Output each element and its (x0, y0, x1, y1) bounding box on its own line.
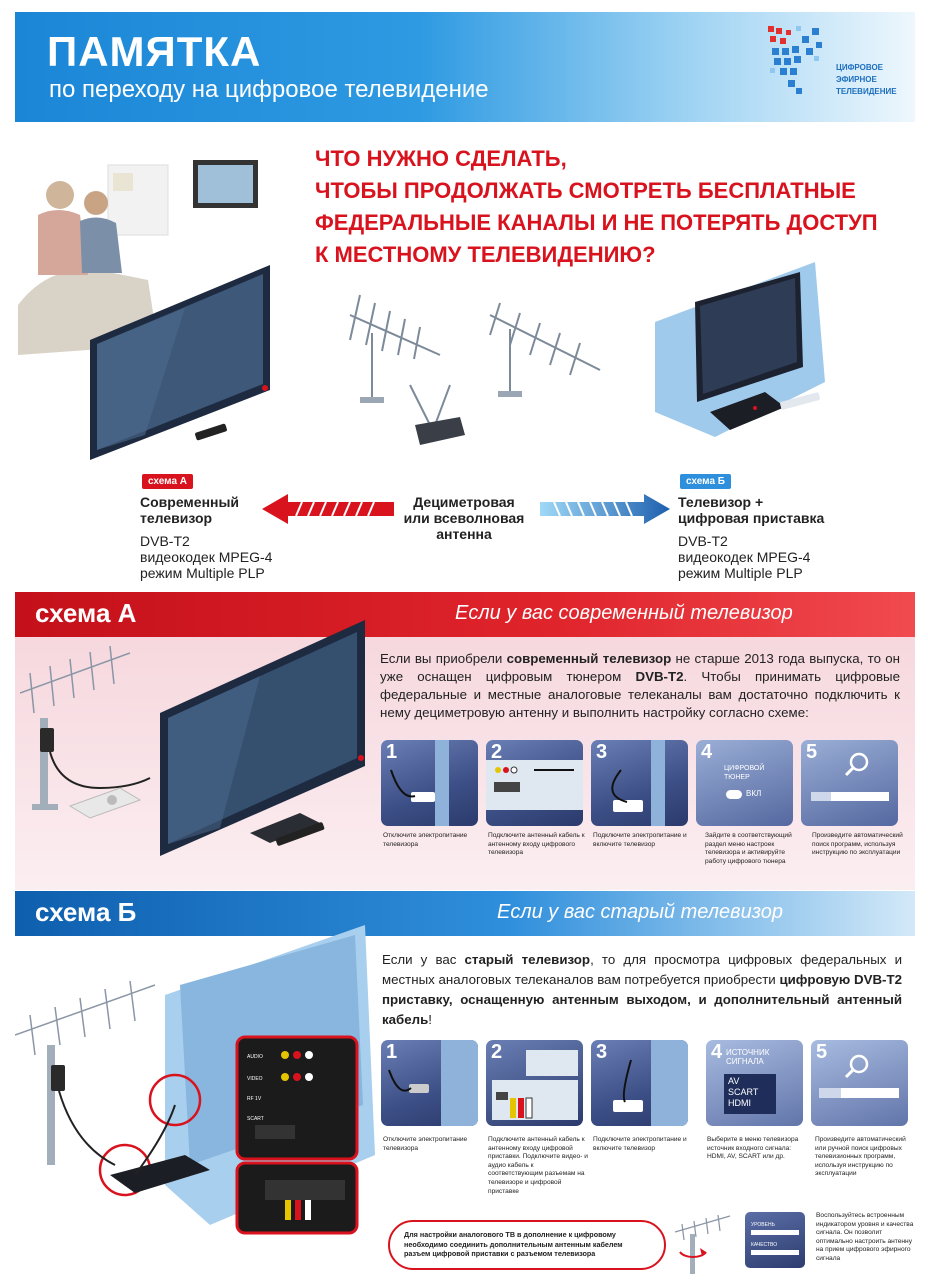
section-b-subheading: Если у вас старый телевизор (497, 901, 784, 923)
signal-meter-caption: Воспользуйтесь встроенным индикатором уровня и качества сигнала. Он позволит оптимально настроить антенну на прием цифрового эфирного сигнала (816, 1212, 914, 1262)
panel-label-scart: SCART (247, 1116, 264, 1122)
spec-tv-plus-box: DVB-T2 видеокодек MPEG-4 режим Multiple PLP (678, 533, 811, 581)
section-a-paragraph: Если вы приобрели современный телевизор не старше 2013 года выпуска, то он уже оснащен цифровым тюнером DVB-T2. Чтобы принимать цифровые федеральные и местные аналоговые телеканалы вам достаточно подключить к нему дециметровую антенну и выполнить настройку согласно схеме: (380, 651, 901, 720)
signal-level-bar (751, 1230, 799, 1235)
main-question: ЧТО НУЖНО СДЕЛАТЬ, ЧТОБЫ ПРОДОЛЖАТЬ СМОТРЕТЬ БЕСПЛАТНЫЕ ФЕДЕРАЛЬНЫЕ КАНАЛЫ И НЕ ПОТЕРЯТЬ ДОСТУП К МЕСТНОМУ ТЕЛЕВИДЕНИЮ? (315, 146, 878, 267)
panel-label-video: VIDEO (247, 1076, 263, 1082)
step-a-1: 1 (381, 740, 478, 826)
tag-scheme-b: схема Б (680, 474, 731, 489)
label-antenna: Дециметровая или всеволновая антенна (403, 494, 525, 542)
section-a-heading: схема А (35, 598, 137, 628)
section-a-subheading: Если у вас современный телевизор (455, 602, 793, 624)
step-a-4-caption: Зайдите в соответствующий раздел меню настроек телевизора и активируйте работу цифрового тюнера (705, 832, 792, 865)
source-option-scart: SCART (728, 1087, 759, 1097)
step-b-5: 5 (811, 1040, 908, 1126)
section-b-tv-setup-illustration (15, 925, 375, 1255)
step-a-3-caption: Подключите электропитание и включите телевизор (593, 832, 687, 848)
signal-level-label: УРОВЕНЬ (751, 1222, 775, 1228)
panel-label-audio: AUDIO (247, 1054, 263, 1060)
spec-modern-tv: DVB-T2 видеокодек MPEG-4 режим Multiple PLP (140, 533, 273, 581)
step-b-1: 1 (381, 1040, 478, 1126)
step-a-2-caption: Подключите антенный кабель к антенному входу цифрового телевизора (488, 832, 585, 857)
label-modern-tv: Современный телевизор (140, 494, 240, 526)
tuner-toggle (726, 790, 742, 799)
antenna-icon (330, 285, 630, 460)
tuner-toggle-label: ВКЛ (746, 789, 762, 798)
step-b-5-caption: Произведите автоматический или ручной поиск цифровых телевизионных программ, используя инструкцию по эксплуатации (815, 1136, 906, 1178)
source-option-av: AV (728, 1076, 740, 1086)
signal-meter (745, 1212, 805, 1268)
old-tv-with-box-icon (655, 262, 835, 442)
logo-text: ЦИФРОВОЕ ЭФИРНОЕ ТЕЛЕВИДЕНИЕ (836, 63, 897, 96)
step-b-2: 2 (486, 1040, 583, 1126)
tuner-menu-title: ЦИФРОВОЙ ТЮНЕР (724, 765, 765, 781)
step-b-1-caption: Отключите электропитание телевизора (383, 1136, 468, 1152)
modern-tv-icon (85, 260, 285, 460)
page-title: ПАМЯТКА (47, 28, 262, 75)
step-b-3: 3 (591, 1040, 688, 1126)
signal-quality-bar (751, 1250, 799, 1255)
antenna-adjust-icon (670, 1210, 740, 1276)
section-a-tv-setup-illustration (20, 618, 380, 868)
search-icon (851, 754, 867, 770)
source-option-hdmi: HDMI (728, 1098, 751, 1108)
section-b-heading: схема Б (35, 897, 137, 927)
label-tv-plus-box: Телевизор + цифровая приставка (678, 494, 825, 526)
step-b-4: 4 ИСТОЧНИК СИГНАЛА AV SCART HDMI (706, 1040, 803, 1126)
source-menu (724, 1074, 776, 1114)
panel-label-rf: RF 1V (247, 1096, 262, 1102)
step-a-3: 3 (591, 740, 688, 826)
step-a-5-caption: Произведите автоматический поиск программ, используя инструкцию по эксплуатации (812, 832, 903, 857)
step-b-2-caption: Подключите антенный кабель к антенному входу цифровой приставки. Подключите видео- и аудио кабель к соответствующим разъемам на телевизоре и цифровой приставке (488, 1136, 588, 1195)
search-icon (851, 1056, 867, 1072)
analog-tv-callout: Для настройки аналогового ТВ в дополнение к цифровому необходимо соединить дополнительным антенным кабелем разъем цифровой приставки с разъемом телевизора (388, 1220, 666, 1270)
step-b-4-caption: Выберите в меню телевизора источник входного сигнала: HDMI, AV, SCART или др. (707, 1136, 799, 1161)
page-subtitle: по переходу на цифровое телевидение (49, 76, 489, 103)
source-menu-title: ИСТОЧНИК СИГНАЛА (726, 1048, 770, 1066)
step-a-4: 4 ЦИФРОВОЙ ТЮНЕР ВКЛ (696, 740, 793, 826)
step-a-2: 2 (486, 740, 583, 826)
step-a-5: 5 (801, 740, 898, 826)
signal-quality-label: КАЧЕСТВО (751, 1242, 778, 1248)
section-b-paragraph: Если у вас старый телевизор, то для просмотра цифровых федеральных и местных аналоговых телеканалов вам потребуется приобрести цифровую DVB-T2 приставку, оснащенную антенным выходом, и дополнительный антенный кабель! (382, 952, 903, 1027)
arrow-left-icon (262, 494, 394, 524)
logo-icon (766, 24, 826, 100)
arrow-right-icon (540, 494, 670, 524)
step-a-1-caption: Отключите электропитание телевизора (383, 832, 468, 848)
tag-scheme-a: схема А (142, 474, 193, 489)
step-b-3-caption: Подключите электропитание и включите телевизор (593, 1136, 687, 1152)
